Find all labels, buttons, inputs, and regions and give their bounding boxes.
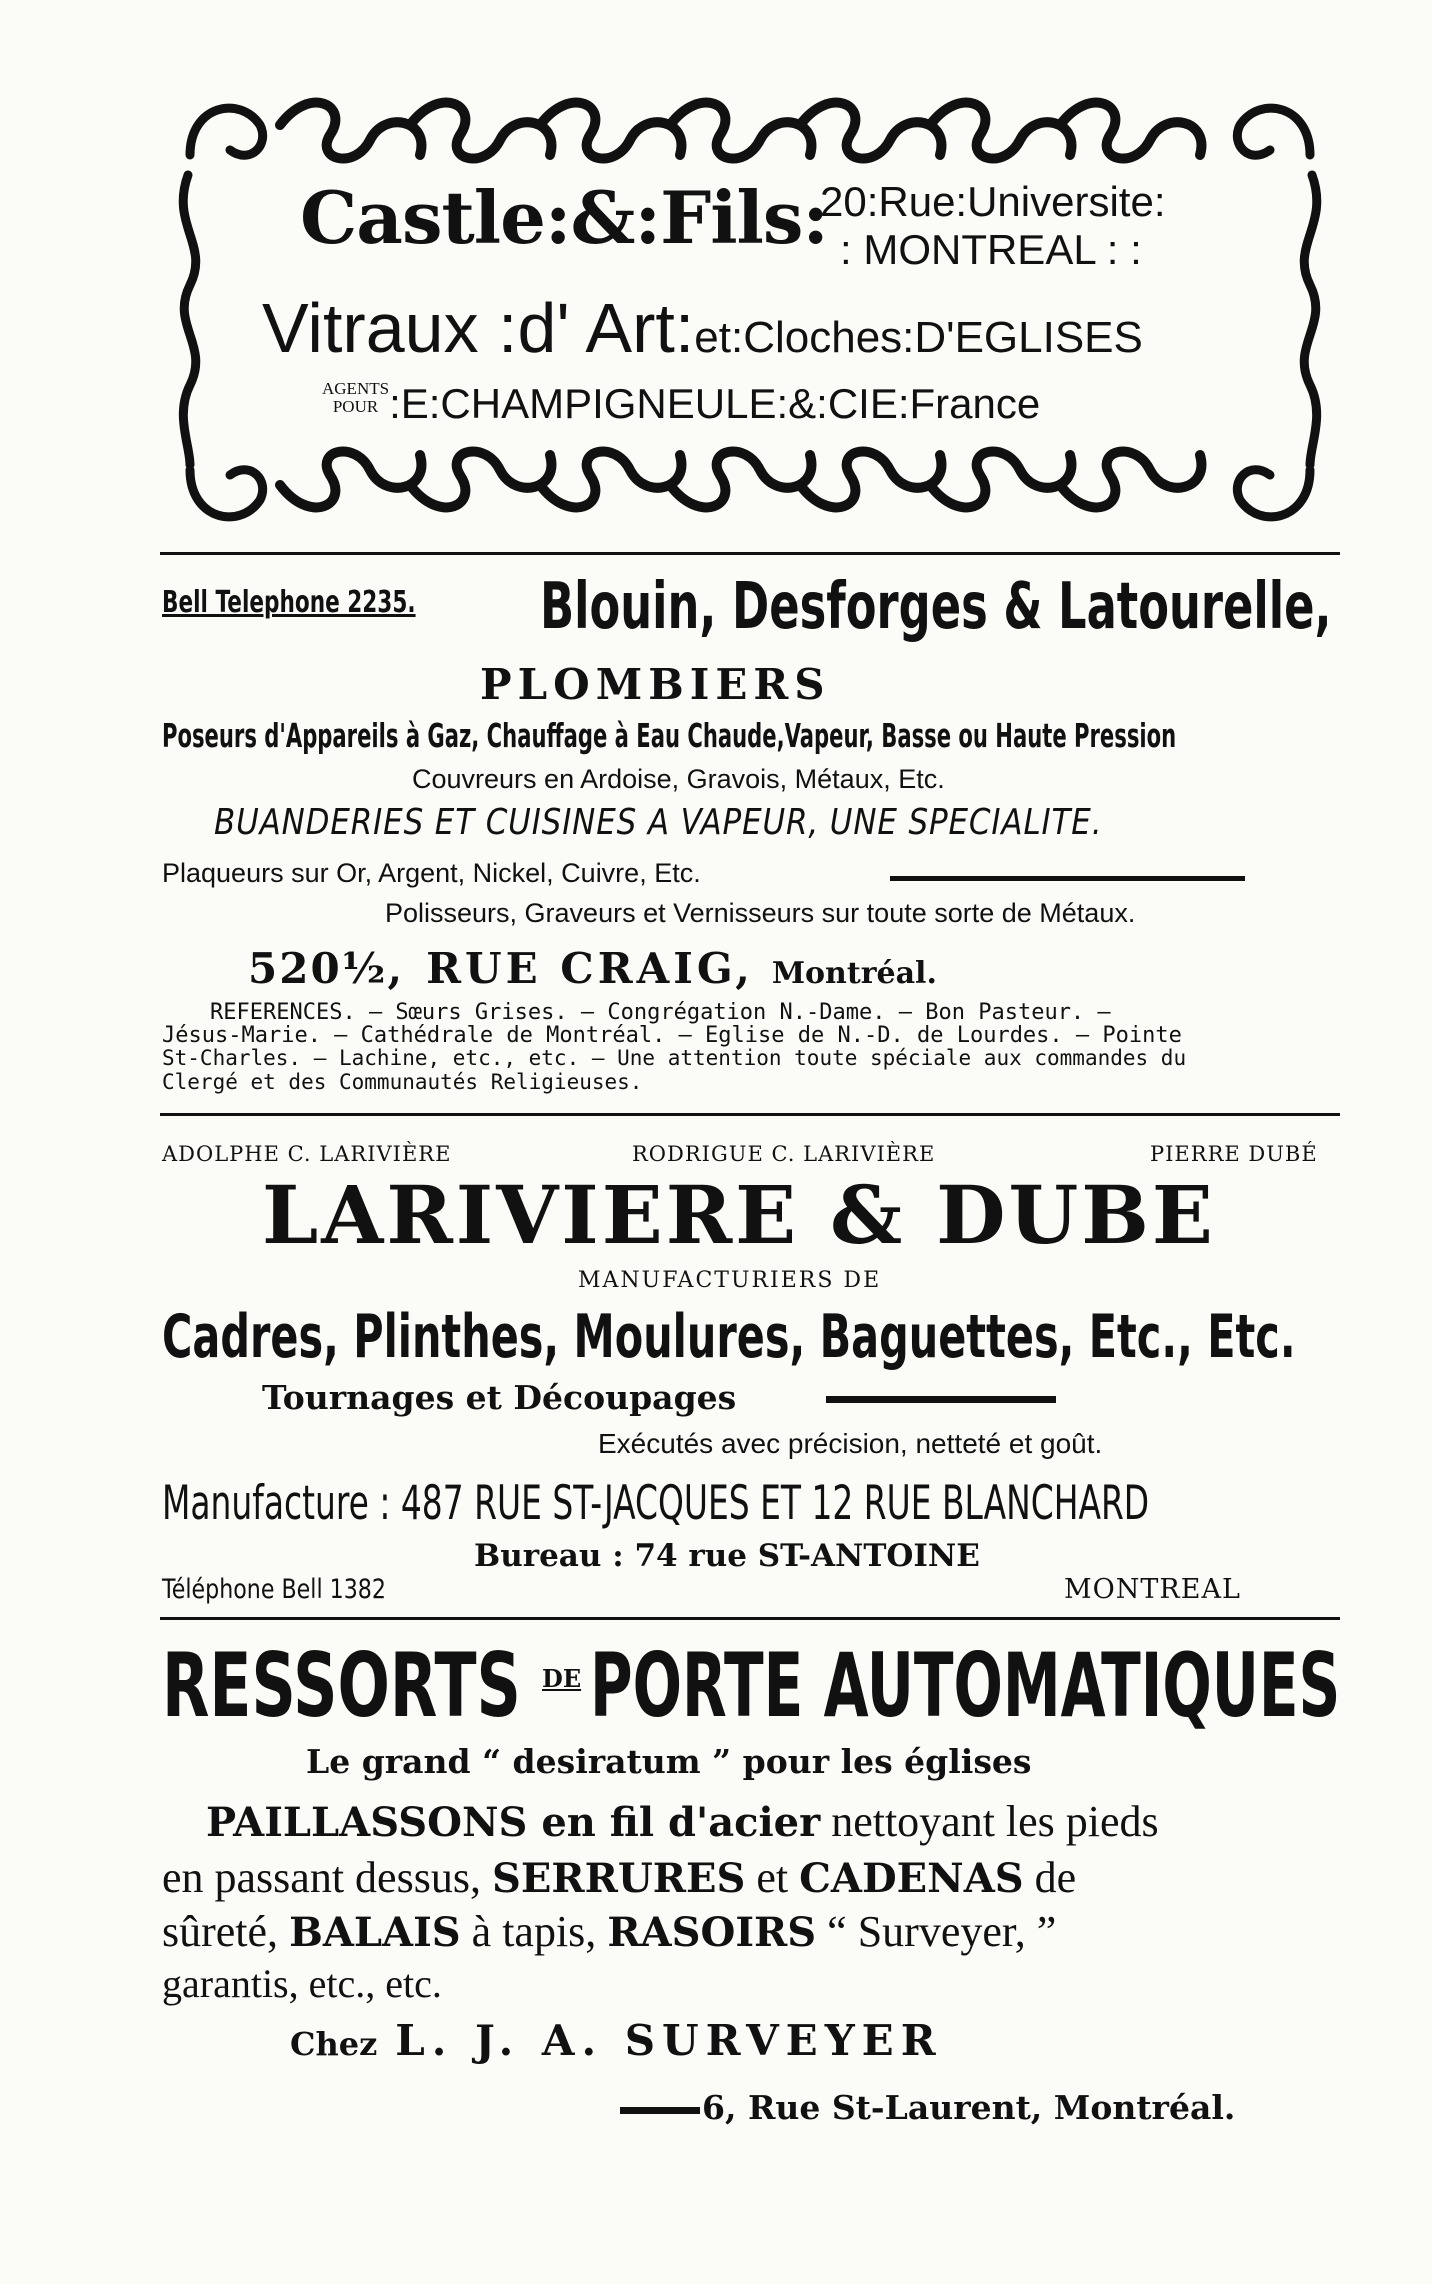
en-passant: en passant dessus, [162, 1853, 492, 1902]
castle-line-3 [322, 380, 1040, 428]
products-line: Cadres, Plinthes, Moulures, Baguettes, Etc., Etc. [162, 1302, 1296, 1372]
porte-automatiques-word: PORTE AUTOMATIQUES [590, 1634, 1341, 1737]
blouin-name: Blouin, Desforges & Latourelle, [540, 570, 1332, 644]
castle-line-2 [262, 288, 1143, 368]
surveyer-para-2 [162, 1852, 1076, 1903]
de-word: DE [542, 1664, 582, 1693]
address-city: Montréal. [771, 956, 937, 991]
surveyer-para-3 [162, 1906, 1056, 1957]
lariviere-city: MONTREAL [1064, 1574, 1241, 1605]
rasoirs: RASOIRS [607, 1909, 817, 1956]
divider-2 [160, 1113, 1340, 1116]
blouin-address [248, 944, 937, 993]
paillassons: PAILLASSONS [206, 1799, 528, 1846]
plombiers-title: PLOMBIERS [480, 660, 831, 709]
fil-acier: en fil d'acier [527, 1799, 821, 1846]
chez-line [290, 2016, 943, 2065]
castle-cloches: et:Cloches:D'EGLISES [694, 313, 1143, 362]
blouin-line-4-rule [890, 876, 1245, 881]
balais: BALAIS [289, 1909, 461, 1956]
cadenas: CADENAS [799, 1855, 1024, 1902]
bell-telephone: Bell Telephone 2235. [162, 585, 416, 620]
references-4: Clergé et des Communautés Religieuses. [162, 1070, 643, 1094]
surveyer-name: L. J. A. SURVEYER [395, 2016, 943, 2065]
references-1: REFERENCES. — Sœurs Grises. — Congrégation N.-Dame. — Bon Pasteur. — [210, 1000, 1111, 1025]
blouin-line-1: Poseurs d'Appareils à Gaz, Chauffage à Eau Chaude,Vapeur, Basse ou Haute Pression [162, 716, 1177, 755]
ressorts-title [162, 1634, 1432, 1737]
pour-label: POUR [332, 397, 379, 416]
surveyer-address: 6, Rue St-Laurent, Montréal. [702, 2088, 1236, 2127]
partner-adolphe: ADOLPHE C. LARIVIÈRE [162, 1142, 452, 1166]
address-street: RUE CRAIG, [426, 944, 754, 993]
partner-rodrigue: RODRIGUE C. LARIVIÈRE [632, 1142, 936, 1166]
references-3: St-Charles. — Lachine, etc., etc. — Une attention toute spéciale aux commandes du [162, 1046, 1187, 1070]
bureau-line: Bureau : 74 rue ST-ANTOINE [474, 1538, 980, 1574]
surveyer-quote: “ Surveyer, ” [816, 1907, 1057, 1956]
manufacture-line: Manufacture : 487 RUE ST-JACQUES ET 12 RUE BLANCHARD [162, 1476, 1150, 1531]
nettoyant: nettoyant les pieds [820, 1797, 1159, 1846]
partner-pierre: PIERRE DUBÉ [1150, 1142, 1318, 1166]
surete: sûreté, [162, 1907, 290, 1956]
tagline: Le grand “ desiratum ” pour les églises [306, 1742, 1032, 1781]
a-tapis: à tapis, [460, 1907, 608, 1956]
serrures: SERRURES [491, 1855, 746, 1902]
executes-text: Exécutés avec précision, netteté et goût. [598, 1428, 1103, 1459]
tournages-text: Tournages et Découpages [262, 1378, 737, 1417]
castle-address-1: 20:Rue:Universite: [820, 178, 1166, 225]
champigneule-text: :E:CHAMPIGNEULE:&:CIE:France [389, 380, 1041, 427]
surveyer-para-4: garantis, etc., etc. [162, 1961, 442, 2006]
manufacturiers-subtitle: MANUFACTURIERS DE [578, 1268, 882, 1293]
chez-word: Chez [290, 2025, 378, 2063]
divider-1 [160, 552, 1340, 555]
castle-address-2: : MONTREAL : : [840, 226, 1142, 273]
et-word: et [745, 1853, 800, 1902]
blouin-line-5: Polisseurs, Graveurs et Vernisseurs sur toute sorte de Métaux. [385, 898, 1136, 928]
address-number: 520½, [248, 944, 405, 993]
surveyer-para-1 [206, 1796, 1159, 1847]
blouin-line-2: Couvreurs en Ardoise, Gravois, Métaux, Etc. [412, 764, 945, 794]
divider-3 [160, 1617, 1340, 1620]
blouin-line-3: BUANDERIES ET CUISINES A VAPEUR, UNE SPECIALITE. [214, 802, 1103, 843]
agents-label: AGENTS [322, 379, 390, 398]
blouin-line-4: Plaqueurs sur Or, Argent, Nickel, Cuivre, Etc. [162, 858, 701, 888]
lariviere-telephone: Téléphone Bell 1382 [162, 1574, 386, 1605]
references-2: Jésus-Marie. — Cathédrale de Montréal. — Eglise de N.-D. de Lourdes. — Pointe [162, 1023, 1182, 1048]
tournages-rule [826, 1396, 1056, 1403]
ressorts-word: RESSORTS [162, 1634, 521, 1737]
lariviere-name: LARIVIERE & DUBE [262, 1168, 1216, 1262]
castle-vitraux: Vitraux :d' Art: [262, 289, 695, 367]
de-suffix: de [1023, 1853, 1077, 1902]
castle-name: Castle:&:Fils: [300, 175, 829, 260]
surveyer-address-rule [620, 2107, 700, 2114]
